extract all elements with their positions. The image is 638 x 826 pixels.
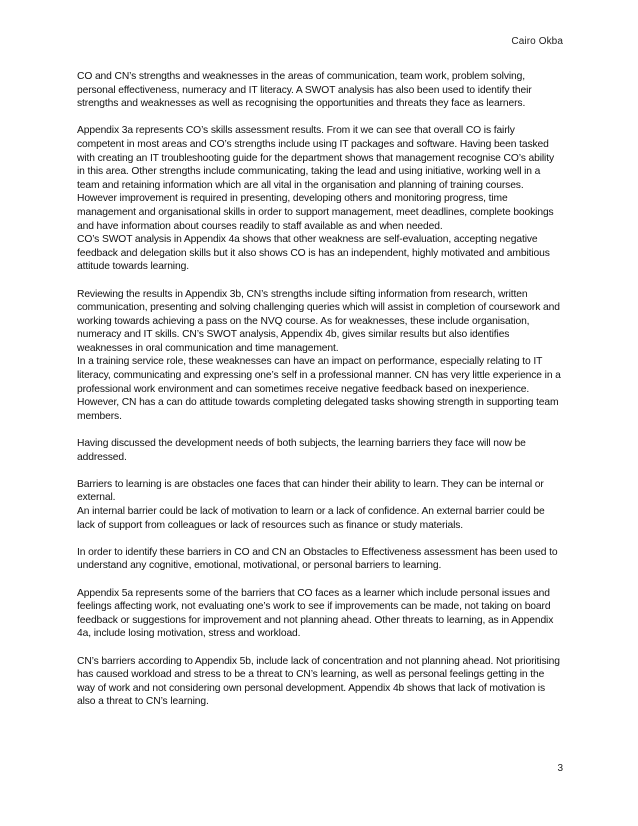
paragraph-3: [77, 288, 563, 424]
paragraph-7: [77, 587, 563, 641]
paragraph-text: In order to identify these barriers in CO and CN an Obstacles to Effectiveness assessment has been used to understand any cognitive, emotional, motivational, or personal barriers to learning.: [77, 546, 558, 572]
paragraph-text: Appendix 3a represents CO’s skills assessment results. From it we can see that overall CO is fairly competent in most areas and CO’s strengths include using IT packages and software. Having been tasked with creating an IT troubleshooting guide for the department shows that management recognise CO’s ability in this area. Other strengths include communicating, taking the lead and using initiative, working well in a team and retaining information which are all vital in the organisation and planning of training courses. However improvement is required in presenting, developing others and monitoring progress, time management and organisational skills in order to support management, meet deadlines, complete bookings and have information about courses readily to staff available as and when needed.: [77, 125, 554, 232]
paragraph-5: [77, 478, 563, 532]
paragraph-1: [77, 70, 563, 111]
paragraph-text: Reviewing the results in Appendix 3b, CN’s strengths include sifting information from research, written communication, presenting and solving challenging queries which will assist in completion of coursework and working towards achieving a pass on the NVQ course. As for weaknesses, these include organisation, numeracy and IT skills. CN’s SWOT analysis, Appendix 4b, gives similar results but also identifies weaknesses in oral communication and time management.: [77, 288, 560, 354]
paragraph-text: In a training service role, these weaknesses can have an impact on performance, especially relating to IT literacy, communicating and expressing one’s self in a professional manner. CN has very little experience in a professional work environment and can sometimes receive negative feedback based on inexperience. However, CN has a can do attitude towards completing delegated tasks showing strength in supporting team members.: [77, 356, 561, 422]
body-text: [77, 70, 563, 723]
header-author: Cairo Okba: [511, 36, 563, 47]
paragraph-text: Having discussed the development needs of both subjects, the learning barriers they face will now be addressed.: [77, 438, 526, 463]
paragraph-2: [77, 124, 563, 274]
paragraph-text: Appendix 5a represents some of the barriers that CO faces as a learner which include personal issues and feelings affecting work, not evaluating one’s work to see if improvements can be made, not taking on board feedback or suggestions for improvement and not planning ahead. Other threats to learning, as in Appendix 4a, include losing motivation, stress and workload.: [77, 587, 554, 640]
paragraph-6: [77, 546, 563, 573]
paragraph-text: CN’s barriers according to Appendix 5b, include lack of concentration and not planning ahead. Not prioritising has caused workload and stress to be a threat to CN’s learning, as well as personal feelings getting in the way of work and not considering own personal development. Appendix 4b shows that lack of motivation is also a threat to CN’s learning.: [77, 655, 560, 708]
paragraph-text: CO and CN’s strengths and weaknesses in the areas of communication, team work, problem solving, personal effectiveness, numeracy and IT literacy. A SWOT analysis has also been used to identify their strengths and weaknesses as well as recognising the opportunities and threats they face as learners.: [77, 71, 532, 110]
paragraph-text: An internal barrier could be lack of motivation to learn or a lack of confidence. An external barrier could be lack of support from colleagues or lack of resources such as finance or study materials.: [77, 506, 545, 531]
paragraph-text: Barriers to learning is are obstacles one faces that can hinder their ability to learn. They can be internal or external.: [77, 478, 544, 504]
paragraph-4: [77, 437, 563, 464]
paragraph-text: CO’s SWOT analysis in Appendix 4a shows that other weakness are self-evaluation, accepting negative feedback and delegation skills but it also shows CO is has an independent, highly motivated and ambitious attitude towards learning.: [77, 234, 550, 273]
paragraph-8: [77, 655, 563, 709]
page-number: 3: [557, 763, 563, 774]
